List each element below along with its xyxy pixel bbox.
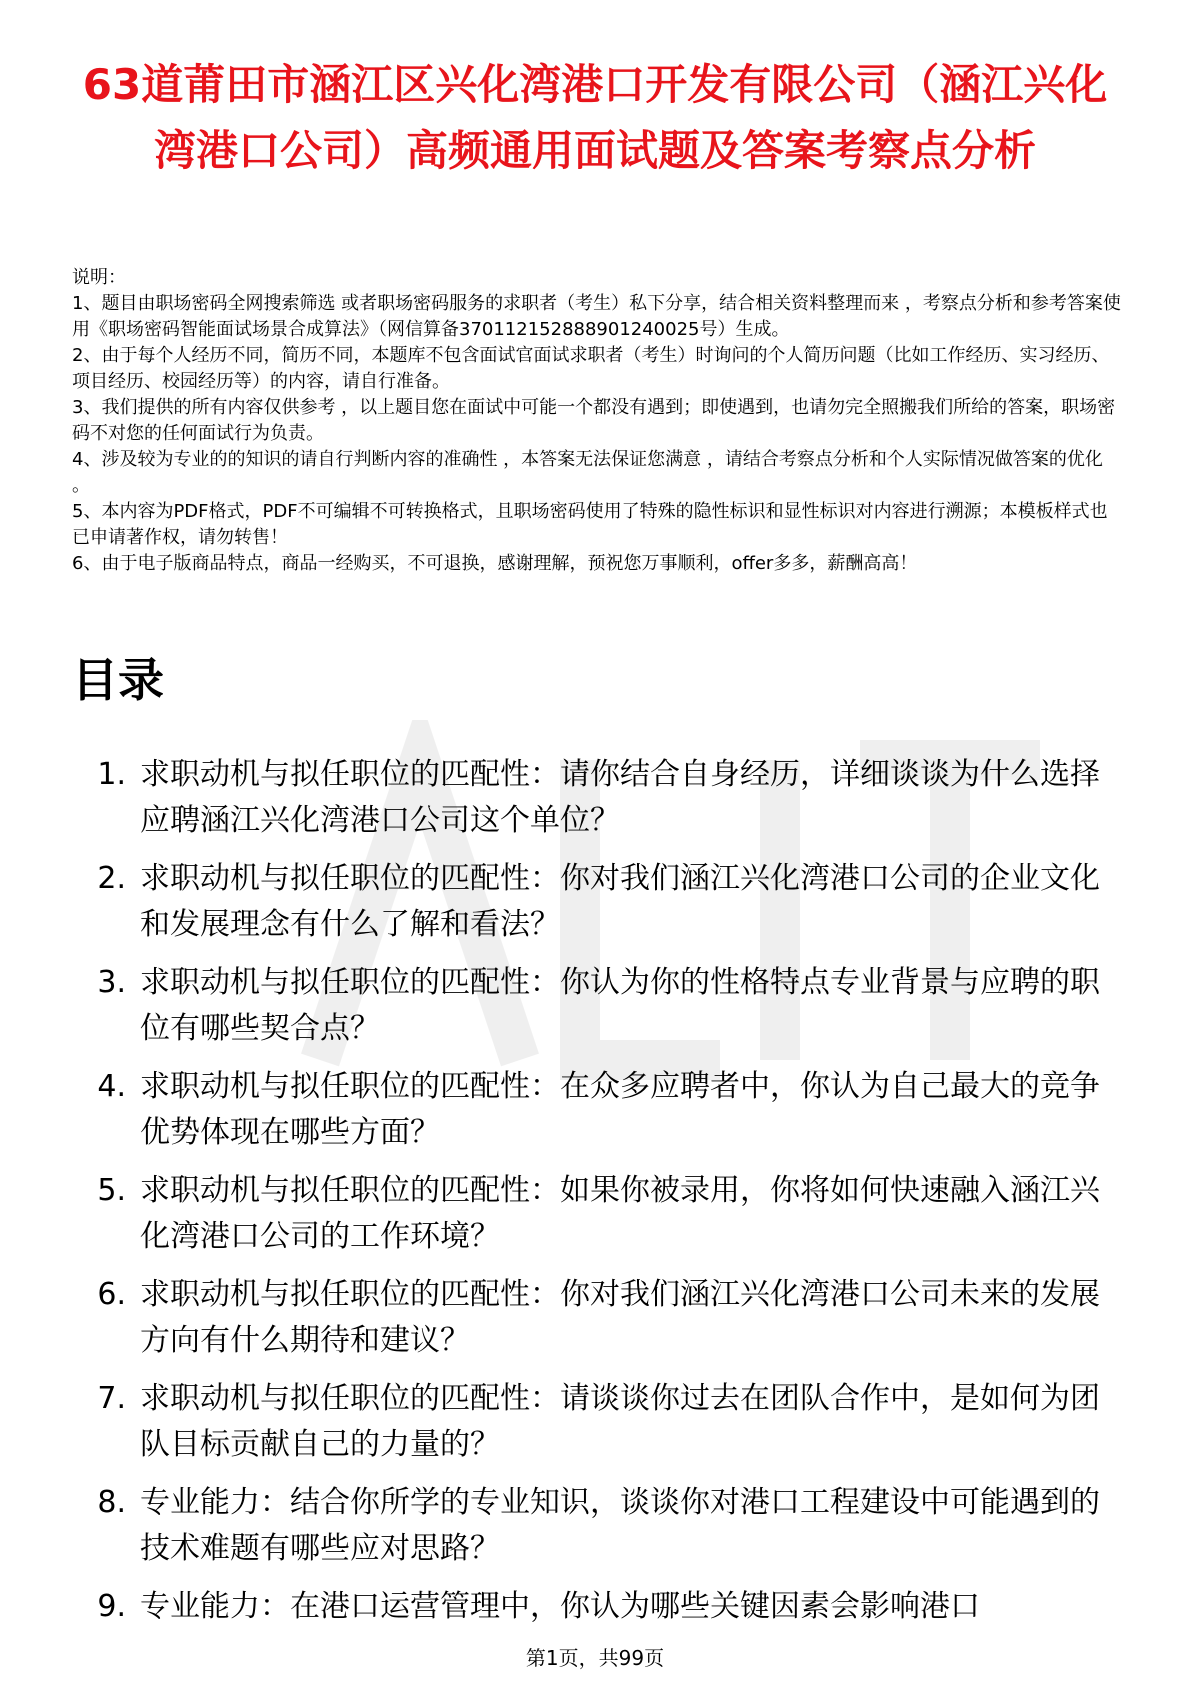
toc-item-number: 8.	[97, 1485, 126, 1520]
toc-item[interactable]	[72, 960, 1122, 1052]
toc-item[interactable]	[72, 1272, 1122, 1364]
toc-item-number: 3.	[97, 965, 126, 1000]
toc-item-text: 专业能力：在港口运营管理中，你认为哪些关键因素会影响港口	[140, 1589, 980, 1624]
page-footer: 第1页，共99页	[525, 1646, 665, 1670]
toc-item-text: 求职动机与拟任职位的匹配性：你认为你的性格特点专业背景与应聘的职位有哪些契合点？	[140, 965, 1100, 1046]
note-item: 1、题目由职场密码全网搜索筛选 或者职场密码服务的求职者（考生）私下分享，结合相关资料整理而来 ，考察点分析和参考答案使用《职场密码智能面试场景合成算法》（网信算备370112152888901240025号）生成。	[72, 293, 1121, 340]
toc-item-number: 5.	[97, 1173, 126, 1208]
toc-item[interactable]	[72, 856, 1122, 948]
toc-item[interactable]	[72, 1480, 1122, 1572]
toc-item-text: 求职动机与拟任职位的匹配性：你对我们涵江兴化湾港口公司的企业文化和发展理念有什么了解和看法？	[140, 861, 1100, 942]
toc-item-number: 2.	[97, 861, 126, 896]
note-item: 5、本内容为PDF格式，PDF不可编辑不可转换格式，且职场密码使用了特殊的隐性标识和显性标识对内容进行溯源；本模板样式也已申请著作权，请勿转售！	[72, 501, 1108, 548]
note-item: 3、我们提供的所有内容仅供参考 ，以上题目您在面试中可能一个都没有遇到；即使遇到，也请勿完全照搬我们所给的答案，职场密码不对您的任何面试行为负责。	[72, 397, 1116, 444]
toc-item-number: 7.	[97, 1381, 126, 1416]
toc-item-text: 专业能力：结合你所学的专业知识，谈谈你对港口工程建设中可能遇到的技术难题有哪些应对思路？	[140, 1485, 1100, 1566]
toc-item[interactable]	[72, 752, 1122, 844]
toc-item[interactable]	[72, 1376, 1122, 1468]
toc-item[interactable]	[72, 1168, 1122, 1260]
document-title: 63道莆田市涵江区兴化湾港口开发有限公司（涵江兴化湾港口公司）高频通用面试题及答案考察点分析	[82, 60, 1108, 175]
note-item: 6、由于电子版商品特点，商品一经购买，不可退换，感谢理解，预祝您万事顺利，offer多多，薪酬高高！	[72, 553, 918, 574]
notes-section	[72, 265, 1122, 577]
toc-heading: 目录	[72, 653, 164, 707]
toc-item-text: 求职动机与拟任职位的匹配性：你对我们涵江兴化湾港口公司未来的发展方向有什么期待和建议？	[140, 1277, 1100, 1358]
toc-list	[72, 752, 1122, 1642]
note-item: 2、由于每个人经历不同，简历不同，本题库不包含面试官面试求职者（考生）时询问的个人简历问题（比如工作经历、实习经历、项目经历、校园经历等）的内容，请自行准备。	[72, 345, 1110, 392]
note-item: 4、涉及较为专业的的知识的请自行判断内容的准确性 ，本答案无法保证您满意 ，请结合考察点分析和个人实际情况做答案的优化 。	[72, 449, 1103, 496]
toc-item-number: 9.	[97, 1589, 126, 1624]
toc-item-text: 求职动机与拟任职位的匹配性：请谈谈你过去在团队合作中，是如何为团队目标贡献自己的力量的？	[140, 1381, 1100, 1462]
toc-item[interactable]	[72, 1584, 1122, 1630]
toc-item-text: 求职动机与拟任职位的匹配性：在众多应聘者中，你认为自己最大的竞争优势体现在哪些方面？	[140, 1069, 1100, 1150]
toc-item-number: 1.	[97, 757, 126, 792]
toc-item-text: 求职动机与拟任职位的匹配性：请你结合自身经历，详细谈谈为什么选择应聘涵江兴化湾港口公司这个单位？	[140, 757, 1100, 838]
toc-item-number: 4.	[97, 1069, 126, 1104]
toc-item[interactable]	[72, 1064, 1122, 1156]
toc-item-number: 6.	[97, 1277, 126, 1312]
notes-heading: 说明：	[72, 267, 126, 288]
toc-item-text: 求职动机与拟任职位的匹配性：如果你被录用，你将如何快速融入涵江兴化湾港口公司的工作环境？	[140, 1173, 1100, 1254]
